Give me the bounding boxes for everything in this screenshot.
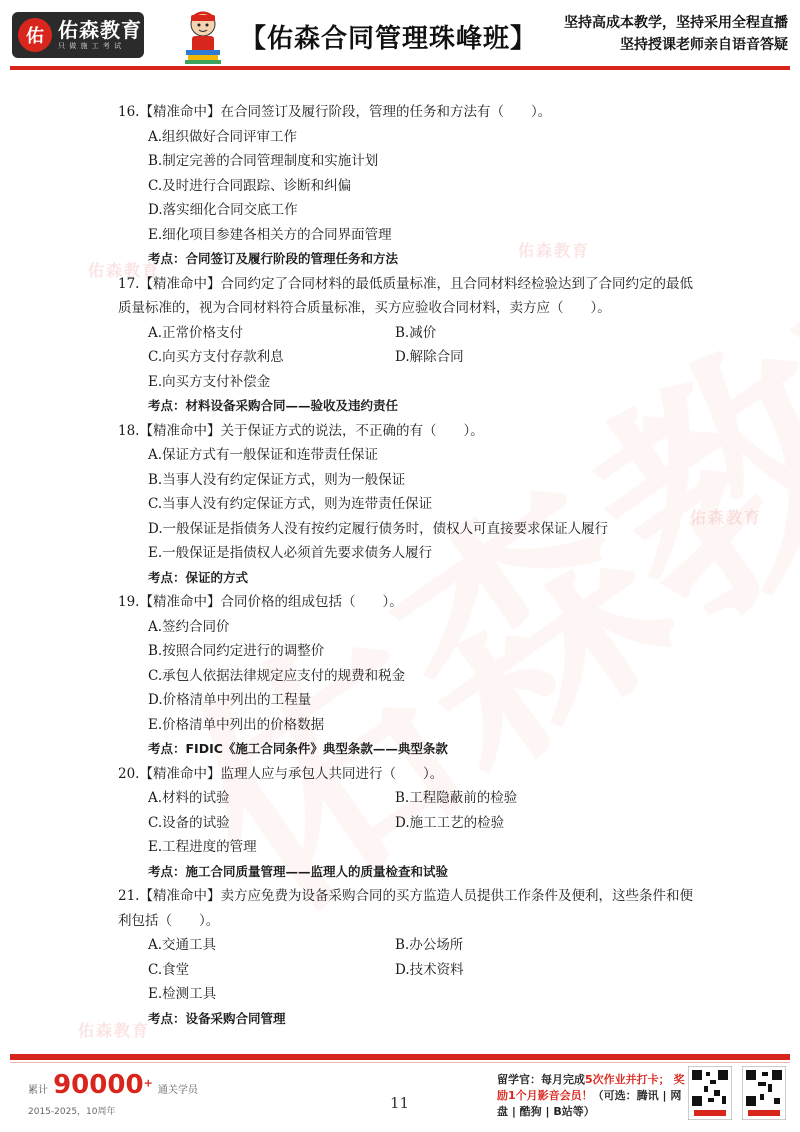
- answer-option: C.及时进行合同跟踪、诊断和纠偏: [148, 177, 352, 194]
- answer-option: D.价格清单中列出的工程量: [148, 692, 312, 708]
- answer-option: E.检测工具: [148, 986, 217, 1002]
- watermark-stamp: 佑森教育: [88, 261, 161, 280]
- answer-option: E.价格清单中列出的价格数据: [148, 716, 325, 733]
- mascot-illustration: [178, 8, 228, 64]
- answer-option: A.签约合同价: [148, 618, 230, 635]
- question-item: [118, 884, 698, 1031]
- exam-point: 考点：合同签订及履行阶段的管理任务和方法: [148, 251, 399, 266]
- answer-option: D.施工工艺的检验: [395, 814, 505, 831]
- promo-suffix: （可选：腾讯 | 网盘 | 酷狗 | B站等）: [497, 1089, 682, 1118]
- page-title: 【佑森合同管理珠峰班】: [240, 24, 538, 54]
- page-number: 11: [390, 1094, 410, 1112]
- slogan: [564, 12, 788, 56]
- promo-highlight-2: 奖励1个月影音会员！: [497, 1073, 685, 1102]
- brand-logo: [12, 12, 144, 58]
- option-list: [118, 321, 698, 395]
- logo-name: 佑森教育: [58, 18, 142, 42]
- watermark-stamp: 佑森教育: [518, 241, 591, 260]
- option-row: [148, 321, 698, 346]
- answer-option: C.食堂: [148, 961, 190, 978]
- answer-option: E.向买方支付补偿金: [148, 373, 271, 390]
- option-list: [118, 125, 698, 248]
- answer-option: E.一般保证是指债权人必须首先要求债务人履行: [148, 545, 433, 561]
- answer-option: A.组织做好合同评审工作: [148, 128, 298, 145]
- exam-point: 考点：施工合同质量管理——监理人的质量检查和试验: [148, 863, 449, 879]
- slogan-line-1: 坚持高成本教学，坚持采用全程直播: [564, 15, 788, 31]
- page-header: [0, 0, 800, 70]
- logo-mark: 佑: [18, 18, 52, 52]
- qr-code-icon[interactable]: [688, 1066, 732, 1120]
- question-stem: 18.【精准命中】关于保证方式的说法，不正确的有（ ）。: [118, 422, 484, 439]
- watermark-stamp: 佑森教育: [690, 508, 763, 527]
- answer-option: B.办公场所: [395, 937, 464, 953]
- answer-option: D.一般保证是指债务人没有按约定履行债务时，债权人可直接要求保证人履行: [148, 520, 609, 537]
- question-item: [118, 419, 698, 591]
- slogan-line-2: 坚持授课老师亲自语音答疑: [620, 37, 788, 53]
- answer-option: C.承包人依据法律规定应支付的规费和税金: [148, 667, 406, 684]
- question-stem: 17.【精准命中】合同约定了合同材料的最低质量标准，且合同材料经检验达到了合同约定的最低质量标准的，视为合同材料符合质量标准，买方应验收合同材料，卖方应（ ）。: [118, 275, 693, 316]
- option-list: [118, 615, 698, 738]
- option-row: [148, 811, 698, 836]
- stat-suffix: 通关学员: [157, 1085, 198, 1096]
- question-list: [118, 100, 698, 1031]
- question-stem: 21.【精准命中】卖方应免费为设备采购合同的买方监造人员提供工作条件及便利，这些条件和便利包括（ ）。: [118, 888, 693, 929]
- answer-option: B.制定完善的合同管理制度和实施计划: [148, 153, 379, 169]
- exam-point: 考点：材料设备采购合同——验收及违约责任: [148, 398, 399, 413]
- promo-prefix: 留学官：每月完成: [497, 1073, 585, 1086]
- answer-option: E.细化项目参建各相关方的合同界面管理: [148, 226, 392, 243]
- answer-option: C.当事人没有约定保证方式，则为连带责任保证: [148, 496, 433, 512]
- promo-highlight-1: 5次作业并打卡；: [585, 1073, 670, 1086]
- answer-option: E.工程进度的管理: [148, 839, 257, 855]
- watermark-stamp: 佑森教育: [78, 1021, 151, 1040]
- qr-code-icon[interactable]: [742, 1066, 786, 1120]
- answer-option: A.交通工具: [148, 937, 217, 953]
- question-stem: 16.【精准命中】在合同签订及履行阶段，管理的任务和方法有（ ）。: [118, 104, 552, 120]
- footer-divider-thin: [10, 1062, 790, 1063]
- question-stem: 20.【精准命中】监理人应与承包人共同进行（ ）。: [118, 765, 444, 782]
- footer-promo: [497, 1072, 687, 1120]
- answer-option: A.正常价格支付: [148, 324, 244, 341]
- question-item: [118, 762, 698, 885]
- stat-plus: +: [143, 1076, 153, 1090]
- option-row: [148, 345, 698, 370]
- question-item: [118, 590, 698, 762]
- question-item: [118, 100, 698, 272]
- answer-option: A.材料的试验: [148, 790, 230, 806]
- option-row: [148, 958, 698, 983]
- question-item: [118, 272, 698, 419]
- option-list: [118, 933, 698, 1007]
- answer-option: B.按照合同约定进行的调整价: [148, 643, 325, 659]
- exam-point: 考点：保证的方式: [148, 569, 249, 585]
- answer-option: B.工程隐蔽前的检验: [395, 790, 518, 806]
- answer-option: D.技术资料: [395, 961, 464, 978]
- answer-option: A.保证方式有一般保证和连带责任保证: [148, 447, 379, 463]
- answer-option: B.减价: [395, 324, 437, 341]
- answer-option: D.落实细化合同交底工作: [148, 202, 298, 218]
- graduate-count: [28, 1070, 198, 1100]
- answer-option: D.解除合同: [395, 349, 464, 365]
- answer-option: C.向买方支付存款利息: [148, 349, 284, 365]
- answer-option: B.当事人没有约定保证方式，则为一般保证: [148, 471, 406, 488]
- stat-prefix: 累计: [28, 1085, 48, 1096]
- header-divider: [10, 66, 790, 70]
- question-stem: 19.【精准命中】合同价格的组成包括（ ）。: [118, 594, 403, 610]
- stat-number: 90000: [53, 1070, 144, 1100]
- answer-option: C.设备的试验: [148, 814, 230, 831]
- footer-divider: [10, 1054, 790, 1060]
- option-list: [118, 786, 698, 860]
- option-row: [148, 933, 698, 958]
- option-row: [148, 786, 698, 811]
- exam-point: 考点：FIDIC《施工合同条件》典型条款——典型条款: [148, 741, 448, 756]
- anniversary-years: 2015-2025，10周年: [28, 1107, 116, 1117]
- option-list: [118, 443, 698, 566]
- exam-point: 考点：设备采购合同管理: [148, 1010, 286, 1026]
- logo-tagline: 只 做 施 工 考 试: [58, 42, 123, 50]
